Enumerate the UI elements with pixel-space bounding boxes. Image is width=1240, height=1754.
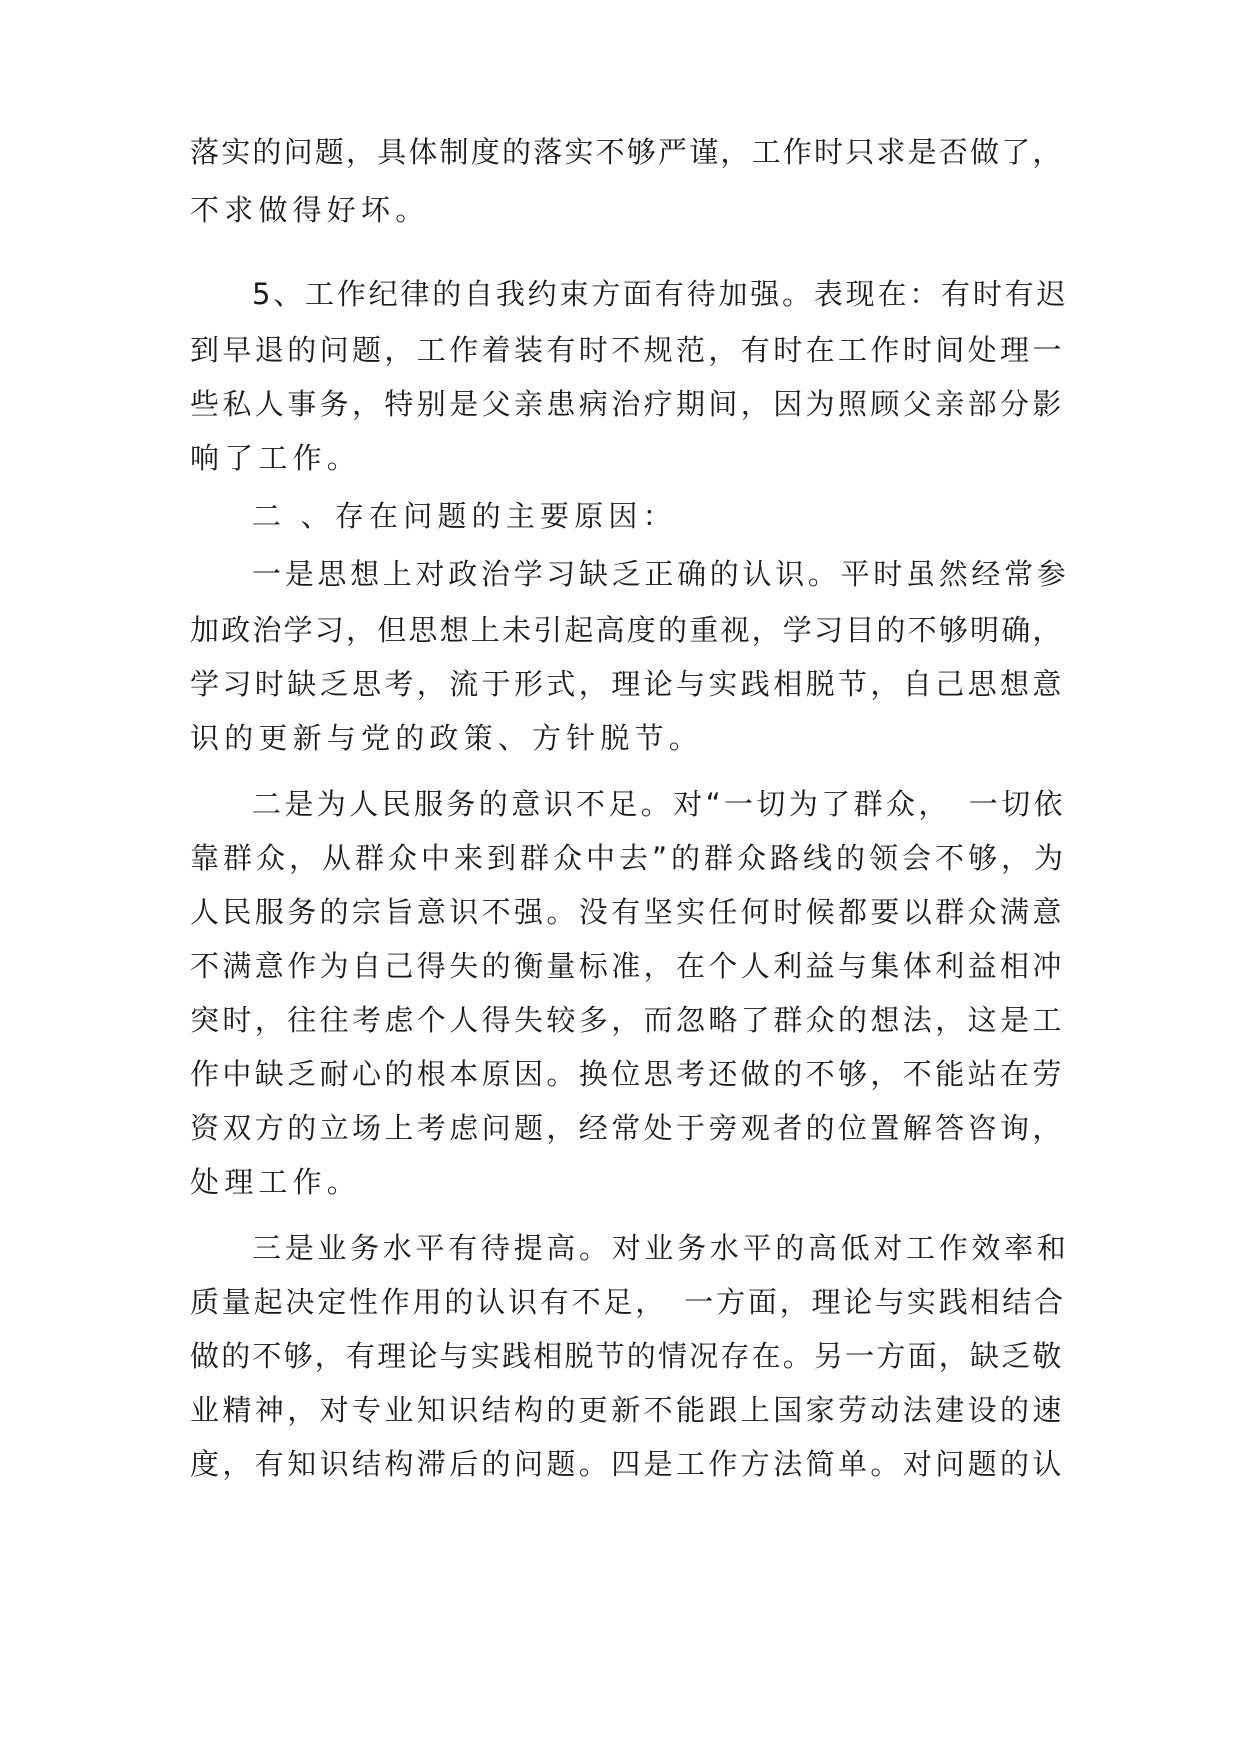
text-line: 些私人事务，特别是父亲患病治疗期间，因为照顾父亲部分影 [190, 387, 1065, 421]
text-line: 做的不够，有理论与实践相脱节的情况存在。另一方面，缺乏敬 [190, 1339, 1064, 1373]
text-line: 识的更新与党的政策、方针脱节。 [190, 721, 704, 755]
paragraph-5-line: 5、工作纪律的自我约束方面有待加强。表现在：有时有迟 [252, 277, 1069, 311]
text-line: 质量起决定性作用的认识有不足， 一方面，理论与实践相结合 [190, 1285, 1066, 1319]
text-line: 度，有知识结构滞后的问题。四是工作方法简单。对问题的认 [190, 1447, 1065, 1481]
section-heading: 二 、存在问题的主要原因： [252, 499, 677, 533]
text-line: 业精神，对专业知识结构的更新不能跟上国家劳动法建设的速 [190, 1393, 1065, 1427]
text-line: 靠群众，从群众中来到群众中去”的群众路线的领会不够，为 [190, 841, 1068, 875]
text-line: 落实的问题，具体制度的落实不够严谨，工作时只求是否做了， [190, 135, 1064, 169]
paragraph-3-line: 三是业务水平有待提高。对业务水平的高低对工作效率和 [252, 1231, 1070, 1265]
text-line: 到早退的问题，工作着装有时不规范，有时在工作时间处理一 [190, 333, 1065, 367]
text-line: 作中缺乏耐心的根本原因。换位思考还做的不够，不能站在劳 [190, 1057, 1065, 1091]
paragraph-1-line: 一是思想上对政治学习缺乏正确的认识。平时虽然经常参 [252, 557, 1070, 591]
text-line: 加政治学习，但思想上未引起高度的重视，学习目的不够明确， [190, 613, 1064, 647]
text-line: 人民服务的宗旨意识不强。没有坚实任何时候都要以群众满意 [190, 895, 1065, 929]
text-line: 学习时缺乏思考，流于形式，理论与实践相脱节，自己思想意 [190, 667, 1065, 701]
text-line: 处理工作。 [190, 1165, 362, 1199]
text-line: 资双方的立场上考虑问题，经常处于旁观者的位置解答咨询， [190, 1111, 1065, 1145]
text-line: 不求做得好坏。 [190, 193, 430, 227]
paragraph-2-line: 二是为人民服务的意识不足。对“一切为了群众， 一切依 [252, 787, 1066, 821]
text-line: 突时，往往考虑个人得失较多，而忽略了群众的想法，这是工 [190, 1003, 1065, 1037]
text-line: 响了工作。 [190, 441, 362, 475]
text-line: 不满意作为自己得失的衡量标准，在个人利益与集体利益相冲 [190, 949, 1065, 983]
